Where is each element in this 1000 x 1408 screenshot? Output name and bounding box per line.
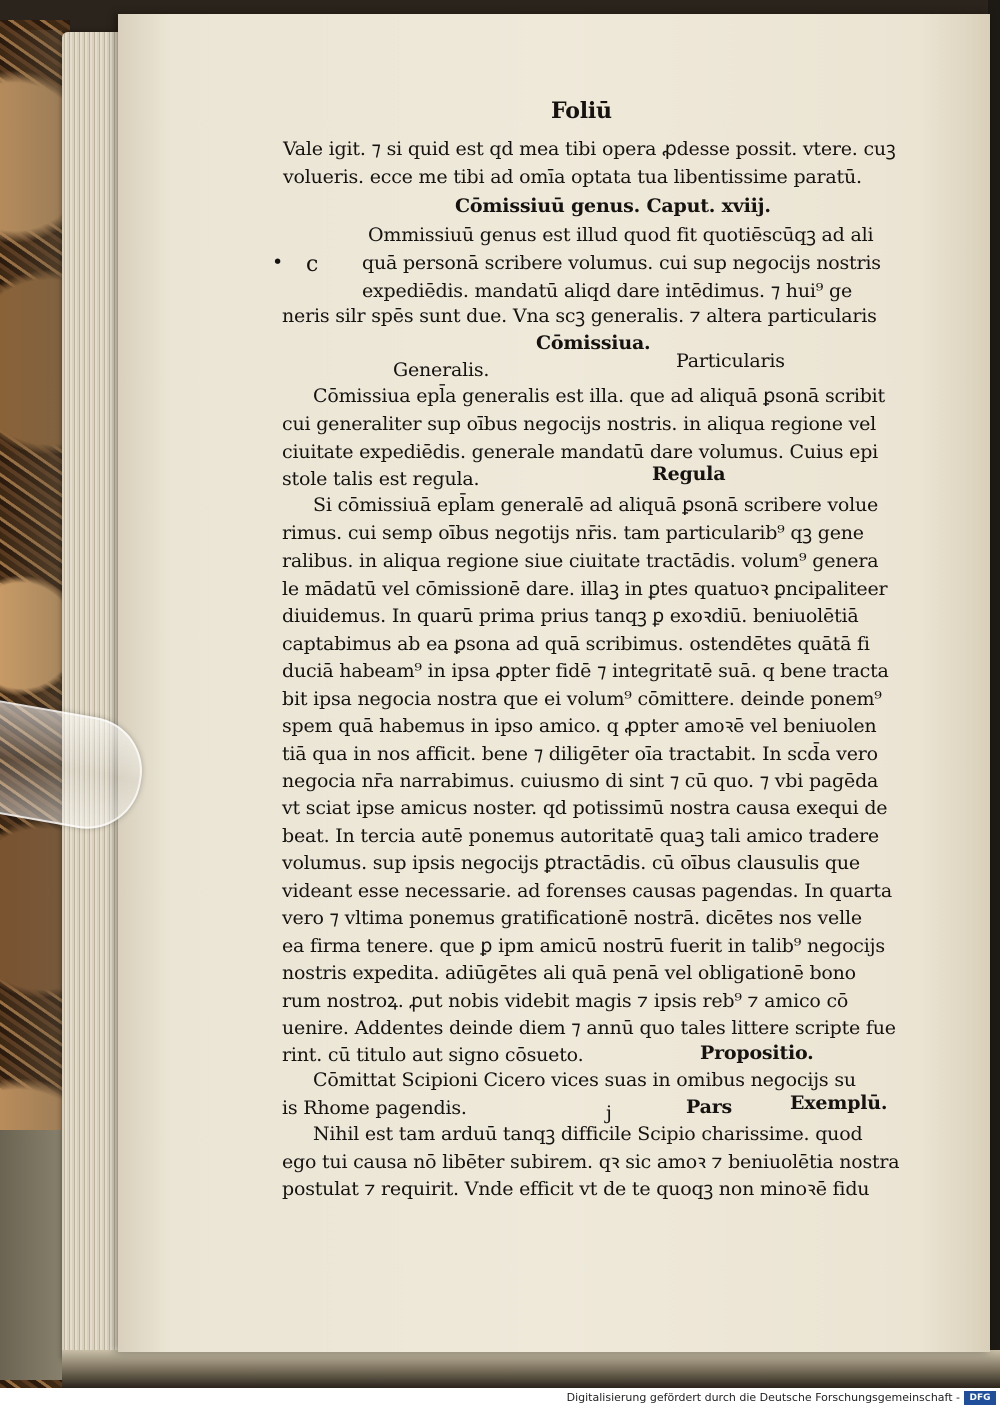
text-line: duciā habeam⁹ in ipsa ꝓpter fidē ⁊ integritatē suā. q bene tracta <box>282 660 889 682</box>
signature-mark: j <box>606 1102 612 1124</box>
text-line: uenire. Addentes deinde diem ⁊ annū quo tales littere scripte fue <box>282 1017 896 1039</box>
text-line: stole talis est regula. <box>282 468 480 490</box>
page-stack <box>62 32 122 1362</box>
text-line: bit ipsa negocia nostra que ei volum⁹ cōmittere. deinde ponem⁹ <box>282 688 882 710</box>
folio-header: Foliū <box>551 98 612 124</box>
text-line: ea firma tenere. que ꝑ ipm amicū nostrū fuerit in talib⁹ negocijs <box>282 935 885 957</box>
chapter-heading: Cōmissiuū genus. Caput. xviij. <box>455 195 771 217</box>
text-line: Nihil est tam arduū tanqꝫ difficile Scipio charissime. quod <box>313 1123 863 1145</box>
text-line: vero ⁊ vltima ponemus gratificationē nostrā. dicētes nos velle <box>282 907 862 929</box>
text-line: nostris expedita. adiūgētes ali quā penā vel obligationē bono <box>282 962 856 984</box>
text-line: Vale igit. ⁊ si quid est qd mea tibi opera ꝓdesse possit. vtere. cuꝫ <box>283 138 896 160</box>
diagram-label-particularis: Particularis <box>676 350 785 372</box>
text-line: postulat ⁊ requirit. Vnde efficit vt de te quoqꝫ non minoꝛē fidu <box>282 1178 870 1200</box>
text-line: Ommissiuū genus est illud quod fit quotiēscūqꝫ ad ali <box>368 224 874 246</box>
section-heading-pars: Pars <box>686 1096 732 1118</box>
cover-strip <box>0 1130 70 1380</box>
section-heading-exemplum: Exemplū. <box>790 1092 888 1114</box>
text-line: ciuitate expediēdis. generale mandatū dare volumus. Cuius epi <box>282 441 879 463</box>
text-line: volumus. sup ipsis negocijs ꝑtractādis. cū oībus clausulis que <box>282 852 860 874</box>
text-line: cui generaliter sup oībus negocijs nostris. in aliqua regione vel <box>282 413 877 435</box>
text-line: tiā qua in nos afficit. bene ⁊ diligēter oīa tractabit. In scd̄a vero <box>282 743 878 765</box>
text-line: is Rhome pagendis. <box>282 1097 467 1119</box>
text-line: ralibus. in aliqua regione siue ciuitate tractādis. volum⁹ genera <box>282 550 879 572</box>
text-line: volueris. ecce me tibi ad omīa optata tua libentissime paratū. <box>283 166 862 188</box>
book-bottom-edge <box>62 1350 1000 1388</box>
text-line: rum nostroꝝ. ꝓut nobis videbit magis ⁊ ipsis reb⁹ ⁊ amico cō <box>282 990 849 1012</box>
section-heading-propositio: Propositio. <box>700 1042 814 1064</box>
text-line: vt sciat ipse amicus noster. qd potissimū nostra causa exequi de <box>282 797 888 819</box>
initial-letter-placeholder: c <box>306 252 319 277</box>
diagram-label-generalis: Generalis. <box>393 359 490 381</box>
section-heading-regula: Regula <box>652 463 726 485</box>
margin-note: • <box>272 251 284 273</box>
footer-credit: Digitalisierung gefördert durch die Deutsche Forschungsgemeinschaft - <box>566 1391 960 1404</box>
text-line: captabimus ab ea ꝑsona ad quā scribimus. ostendētes quātā fi <box>282 633 870 655</box>
text-line: Cōmissiua epl̄a generalis est illa. que ad aliquā ꝑsonā scribit <box>313 385 885 407</box>
text-line: neris silr spēs sunt due. Vna scꝫ generalis. ⁊ altera particularis <box>282 305 877 327</box>
text-line: rint. cū titulo aut signo cōsueto. <box>282 1044 584 1066</box>
dfg-logo: DFG <box>964 1391 996 1405</box>
text-line: diuidemus. In quarū prima prius tanqꝫ ꝑ exoꝛdiū. beniuolētiā <box>282 605 859 627</box>
text-line: quā personā scribere volumus. cui sup negocijs nostris <box>362 252 881 274</box>
text-line: negocia nr̄a narrabimus. cuiusmo di sint ⁊ cū quo. ⁊ vbi pagēda <box>282 770 879 792</box>
text-line: beat. In tercia autē ponemus autoritatē quaꝫ tali amico tradere <box>282 825 879 847</box>
text-line: ego tui causa nō libēter subirem. qꝛ sic amoꝛ ⁊ beniuolētia nostra <box>282 1151 900 1173</box>
text-line: rimus. cui semp oībus negotijs nr̄is. tam particularib⁹ qꝫ gene <box>282 522 864 544</box>
text-line: le mādatū vel cōmissionē dare. illaꝫ in ꝑtes quatuoꝛ ꝑncipaliteer <box>282 578 888 600</box>
text-line: spem quā habemus in ipso amico. q ꝓpter amoꝛē vel beniuolen <box>282 715 877 737</box>
text-line: Cōmittat Scipioni Cicero vices suas in omibus negocijs su <box>313 1069 856 1091</box>
footer-bar <box>0 1388 1000 1408</box>
text-line: expediēdis. mandatū aliqd dare intēdimus. ⁊ hui⁹ ge <box>362 280 853 302</box>
text-line: Si cōmissiuā epl̄am generalē ad aliquā ꝑsonā scribere volue <box>313 494 879 516</box>
diagram-heading: Cōmissiua. <box>536 332 651 354</box>
text-line: videant esse necessarie. ad forenses causas pagendas. In quarta <box>282 880 892 902</box>
